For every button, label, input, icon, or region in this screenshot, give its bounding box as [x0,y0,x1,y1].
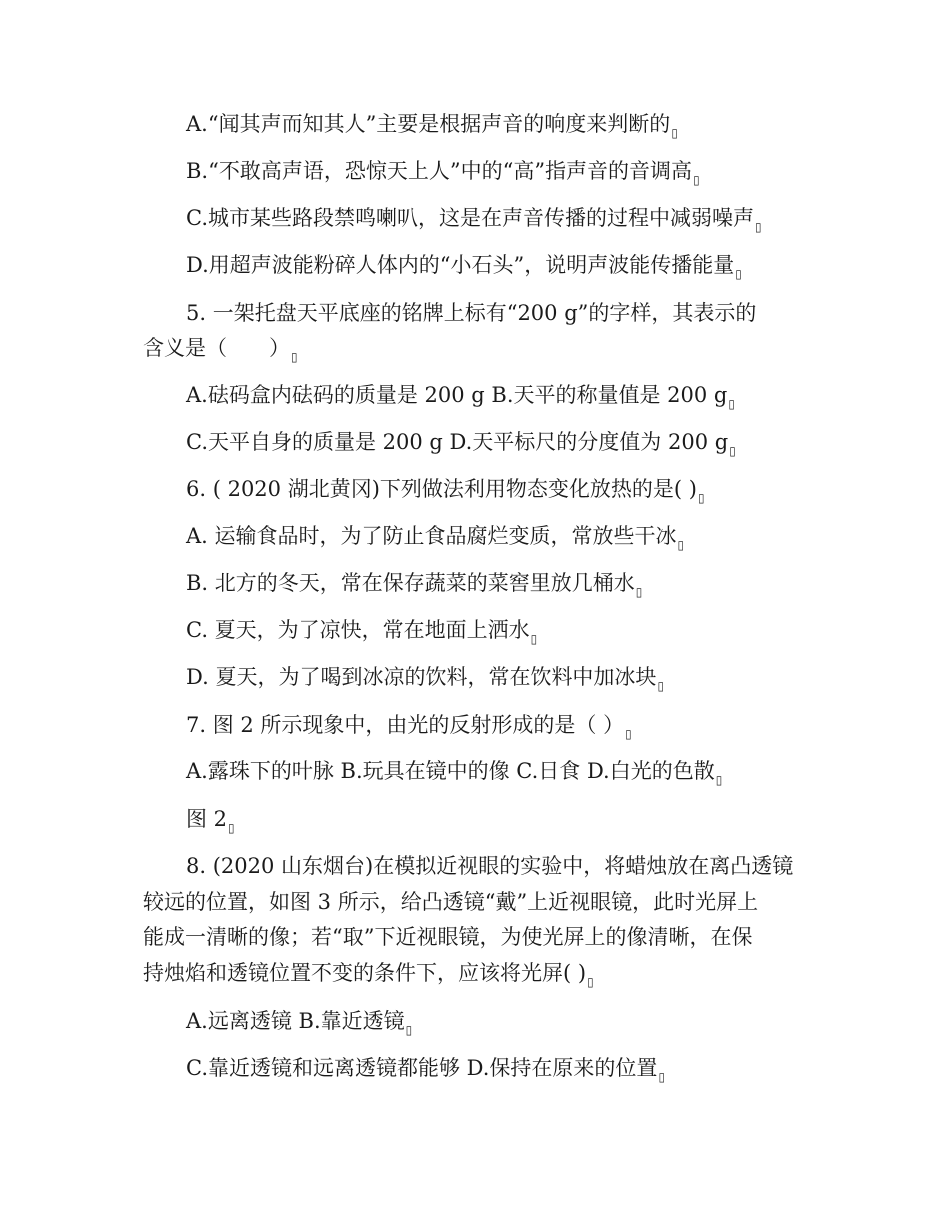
q5-options-cd: C.天平自身的质量是 200 g D.天平标尺的分度值为 200 g▯ [186,427,736,466]
q8-options-ab: A.远离透镜 B.靠近透镜▯ [186,1006,412,1045]
q8-stem-line1: 8. (2020 山东烟台)在模拟近视眼的实验中，将蜡烛放在离凸透镜 [186,854,794,878]
paragraph-mark-icon: ▯ [693,173,700,187]
paragraph-mark-icon: ▯ [405,1023,413,1037]
paragraph-mark-icon: ▯ [658,1070,666,1084]
paragraph-mark-icon: ▯ [671,126,678,140]
paragraph-mark-icon: ▯ [587,975,594,989]
paragraph-mark-icon: ▯ [291,350,298,364]
q5-stem-line1: 5. 一架托盘天平底座的铭牌上标有“200 g”的字样，其表示的 [186,301,757,325]
q6-option-d: D. 夏天，为了喝到冰凉的饮料，常在饮料中加冰块▯ [186,662,664,701]
paragraph-mark-icon: ▯ [657,679,665,693]
paragraph-mark-icon: ▯ [728,397,735,411]
paragraph-mark-icon: ▯ [530,632,538,646]
q6-option-c: C. 夏天，为了凉快，常在地面上洒水▯ [186,615,537,654]
q4-option-a: A.“闻其声而知其人”主要是根据声音的响度来判断的▯ [186,109,678,148]
paragraph-mark-icon: ▯ [635,585,643,599]
q7-stem: 7. 图 2 所示现象中，由光的反射形成的是（ ）▯ [186,710,632,749]
paragraph-mark-icon: ▯ [677,538,685,552]
paragraph-mark-icon: ▯ [228,821,235,835]
paragraph-mark-icon: ▯ [729,444,736,458]
paragraph-mark-icon: ▯ [697,491,705,505]
q6-option-b: B. 北方的冬天，常在保存蔬菜的菜窖里放几桶水▯ [186,568,642,607]
q7-options: A.露珠下的叶脉 B.玩具在镜中的像 C.日食 D.白光的色散▯ [186,756,722,795]
paragraph-mark-icon: ▯ [755,220,762,234]
q8-options-cd: C.靠近透镜和远离透镜都能够 D.保持在原来的位置▯ [186,1053,665,1092]
q6-option-a: A. 运输食品时，为了防止食品腐烂变质，常放些干冰▯ [186,521,684,560]
q4-option-c: C.城市某些路段禁鸣喇叭，这是在声音传播的过程中减弱噪声▯ [186,203,762,242]
q4-option-b: B.“不敢高声语，恐惊天上人”中的“高”指声音的音调高▯ [186,156,700,195]
q8-stem-line3: 能成一清晰的像；若“取”下近视眼镜，为使光屏上的像清晰，在保 [143,925,753,949]
paragraph-mark-icon: ▯ [735,267,742,281]
q8-stem-line4: 持烛焰和透镜位置不变的条件下，应该将光屏( )▯ [143,958,594,997]
q8-stem-line2: 较远的位置，如图 3 所示，给凸透镜“戴”上近视眼镜，此时光屏上 [143,890,759,914]
q6-stem: 6. ( 2020 湖北黄冈)下列做法利用物态变化放热的是( )▯ [186,474,705,513]
figure-2-caption: 图 2▯ [186,804,235,843]
paragraph-mark-icon: ▯ [715,773,723,787]
q4-option-d: D.用超声波能粉碎人体内的“小石头”，说明声波能传播能量▯ [186,250,742,289]
q5-options-ab: A.砝码盒内砝码的质量是 200 g B.天平的称量值是 200 g▯ [186,380,735,419]
paragraph-mark-icon: ▯ [625,727,632,741]
q5-stem-line2: 含义是（ ）▯ [143,333,298,372]
